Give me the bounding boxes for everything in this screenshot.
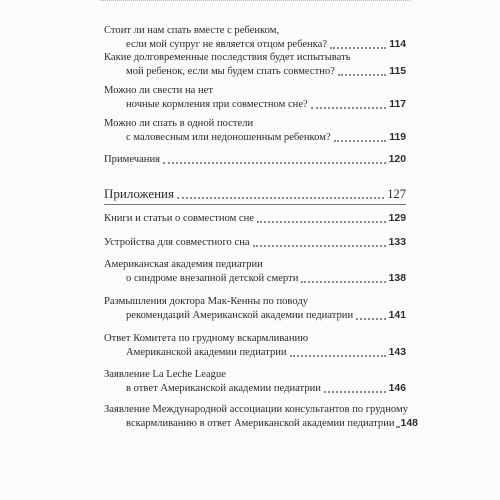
dot-leader	[396, 425, 400, 428]
page-number: 146	[388, 383, 406, 394]
section-page-number: 127	[387, 187, 406, 201]
dot-leader	[301, 280, 385, 283]
toc-entry-line: Заявление Международной ассоциации консультантов по грудному	[104, 404, 408, 415]
toc-entry-line: Можно ли спать в одной постели	[104, 118, 254, 129]
toc-entry-line: Заявление La Leche League	[104, 369, 226, 380]
toc-entry	[104, 258, 406, 286]
toc-entry-line: Стоит ли нам спать вместе с ребенком,	[104, 25, 280, 36]
toc-entry-line: Ответ Комитета по грудному вскармливанию	[104, 333, 309, 344]
toc-entry-line: Примечания	[104, 154, 160, 165]
page-number: 138	[388, 273, 406, 284]
toc-entry-line: вскармливанию в ответ Американской академии педиатрии	[126, 418, 395, 429]
dot-leader	[324, 390, 386, 393]
section-heading	[104, 186, 406, 202]
dot-leader	[257, 220, 386, 223]
dot-leader	[330, 46, 386, 49]
toc-entry-line: Устройства для совместного сна	[104, 237, 250, 248]
page-number: 133	[388, 237, 406, 248]
top-dotted-rule	[100, 0, 410, 6]
toc-entry	[104, 212, 406, 226]
page-number: 148	[400, 418, 418, 429]
toc-entry-line: с маловесным или недоношенным ребенком?	[126, 132, 331, 143]
toc-entry-line: ночные кормления при совместном сне?	[126, 99, 308, 110]
toc-entry-line: мой ребенок, если мы будем спать совместно?	[126, 66, 335, 77]
toc-entry-line: Американская академия педиатрии	[104, 259, 263, 270]
toc-entry-line: если мой супруг не является отцом ребенка?	[126, 39, 328, 50]
toc-entry	[104, 117, 406, 145]
section-rule	[104, 204, 406, 205]
toc-entry-line: Какие долговременные последствия будет испытывать	[104, 52, 351, 63]
page-number: 114	[389, 39, 406, 50]
toc-entry	[104, 403, 418, 431]
dot-leader	[290, 354, 386, 357]
toc-entry	[104, 295, 406, 323]
page-number: 141	[388, 310, 406, 321]
section-title: Приложения	[104, 186, 174, 201]
page-number: 115	[389, 66, 406, 77]
toc-entry-line: Книги и статьи о совместном сне	[104, 213, 255, 224]
page-number: 129	[388, 213, 406, 224]
dot-leader	[334, 139, 387, 142]
page-number: 119	[389, 132, 406, 143]
toc-entry-line: Можно ли свести на нет	[104, 85, 214, 96]
page-number: 143	[388, 347, 406, 358]
toc-entry	[104, 236, 406, 250]
toc-entry	[104, 332, 406, 360]
toc-entry-line: в ответ Американской академии педиатрии	[126, 383, 321, 394]
toc-entry	[104, 153, 406, 167]
toc-entry	[104, 51, 406, 79]
dot-leader	[253, 244, 386, 247]
toc-entry-line: рекомендаций Американской академии педиатрии	[126, 310, 354, 321]
dot-leader	[177, 196, 384, 199]
toc-entry-line: Американской академии педиатрии	[126, 347, 287, 358]
toc-entry	[104, 84, 406, 112]
dot-leader	[338, 73, 386, 76]
toc-entry	[104, 368, 406, 396]
toc-entry-line: о синдроме внезапной детской смерти	[126, 273, 299, 284]
dot-leader	[356, 317, 386, 320]
page-number: 120	[388, 154, 406, 165]
page-number: 117	[389, 99, 406, 110]
dot-leader	[311, 106, 386, 109]
toc-entry	[104, 24, 406, 52]
dot-leader	[163, 161, 386, 164]
toc-entry-line: Размышления доктора Мак-Кенны по поводу	[104, 296, 309, 307]
